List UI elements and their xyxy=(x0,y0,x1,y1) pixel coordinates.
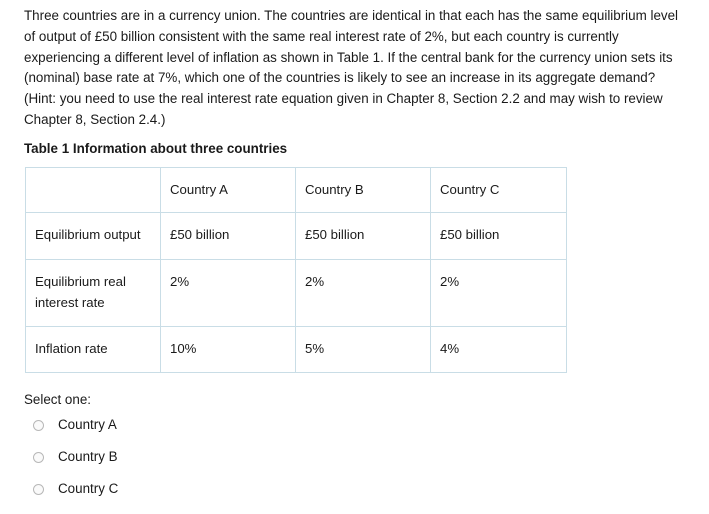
row-label: Inflation rate xyxy=(26,327,161,373)
option-country-c[interactable] xyxy=(33,478,118,500)
table-title: Table 1 Information about three countries xyxy=(24,141,288,156)
table-cell: 4% xyxy=(431,327,567,373)
table-cell: 10% xyxy=(161,327,296,373)
option-country-b[interactable] xyxy=(33,446,118,468)
option-label[interactable]: Country C xyxy=(58,481,119,496)
table-row xyxy=(26,327,567,373)
info-table xyxy=(25,167,567,373)
table-header-cell: Country B xyxy=(296,168,431,213)
table-cell: 2% xyxy=(431,260,567,327)
table-cell: £50 billion xyxy=(161,213,296,260)
table-cell: £50 billion xyxy=(431,213,567,260)
radio-button-country-a[interactable] xyxy=(33,420,44,431)
table-header-cell xyxy=(26,168,161,213)
table-header-row xyxy=(26,168,567,213)
table-row xyxy=(26,260,567,327)
answer-options xyxy=(33,414,118,510)
table-cell: 5% xyxy=(296,327,431,373)
table-row xyxy=(26,213,567,260)
option-label[interactable]: Country B xyxy=(58,449,118,464)
table-cell: 2% xyxy=(161,260,296,327)
question-text: Three countries are in a currency union. The countries are identical in that each has the same equilibrium level of output of £50 billion consistent with the same real interest rate of 2%, but each country is currently experiencing a different level of inflation as shown in Table 1. If the central bank for the currency union sets its (nominal) base rate at 7%, which one of the countries is likely to see an increase in its aggregate demand? (Hint: you need to use the real interest rate equation given in Chapter 8, Section 2.2 and may wish to review Chapter 8, Section 2.4.) xyxy=(24,8,679,127)
radio-button-country-c[interactable] xyxy=(33,484,44,495)
table-cell: 2% xyxy=(296,260,431,327)
option-label[interactable]: Country A xyxy=(58,417,117,432)
row-label: Equilibrium output xyxy=(26,213,161,260)
table-cell: £50 billion xyxy=(296,213,431,260)
table-header-cell: Country A xyxy=(161,168,296,213)
row-label: Equilibrium real interest rate xyxy=(26,260,161,327)
radio-button-country-b[interactable] xyxy=(33,452,44,463)
option-country-a[interactable] xyxy=(33,414,118,436)
table-header-cell: Country C xyxy=(431,168,567,213)
select-prompt: Select one: xyxy=(24,392,91,407)
